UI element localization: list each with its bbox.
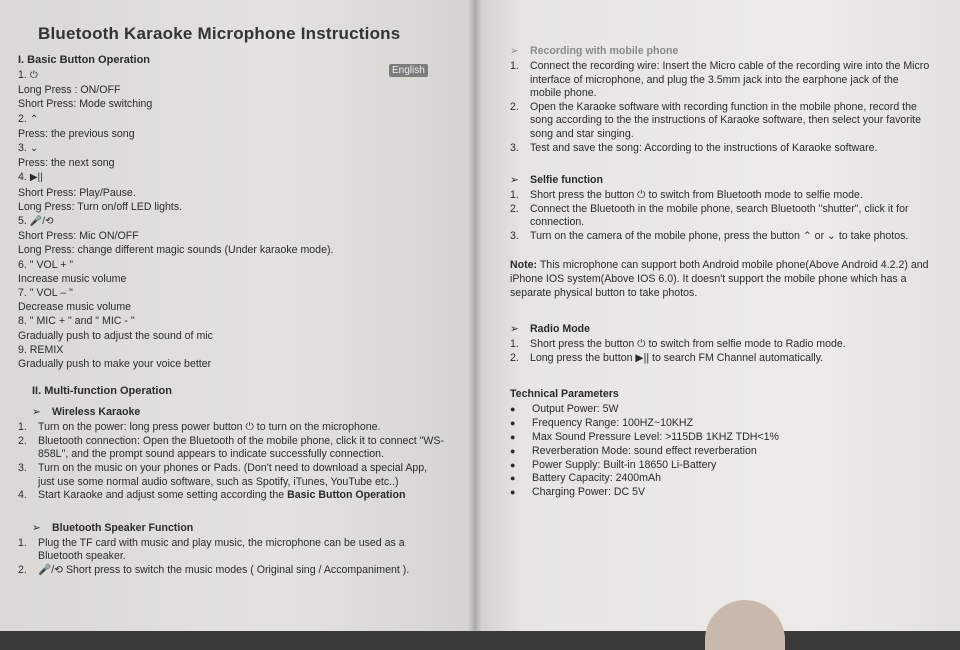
- arrow-icon: ➢: [510, 174, 519, 187]
- basic-line: Increase music volume: [18, 272, 127, 285]
- caret-down-icon: ⌄: [29, 143, 39, 155]
- wireless-karaoke-heading: ➢ Wireless Karaoke: [32, 406, 141, 419]
- basic-line: [18, 170, 446, 185]
- right-page: [474, 0, 960, 631]
- power-icon: ⏻: [29, 70, 38, 81]
- line-number: 2.: [18, 112, 27, 125]
- list-item: 4. Start Karaoke and adjust some setting according the Basic Button Operation: [18, 489, 406, 502]
- line-number: 1.: [18, 69, 27, 81]
- list-item: 2. Open the Karaoke software with recording function in the mobile phone, record the song according to the the instructions of Karaoke software, then select your favorite song and star singing.: [510, 100, 922, 140]
- list-item: 3. Turn on the camera of the mobile phone, press the button ⌃ or ⌄ to take photos.: [510, 229, 909, 242]
- basic-line: Press: the next song: [18, 157, 115, 170]
- item-number: 1.: [18, 536, 27, 549]
- basic-line: [18, 214, 446, 229]
- list-item: 3. Turn on the music on your phones or Pads. (Don't need to download a special App, just use some normal audio software, such as Spotify, iTunes, YouTube etc..): [18, 462, 428, 488]
- item-number: 1.: [18, 421, 27, 434]
- list-item: 1. Connect the recording wire: Insert the Micro cable of the recording wire into the Micro interface of microphone, and plug the 3.5mm jack into the earphone jack of the mobile phone.: [510, 60, 930, 100]
- item-number: 2.: [510, 100, 519, 113]
- line-number: 3.: [18, 142, 27, 155]
- arrow-icon: ➢: [510, 45, 519, 57]
- mic-magic-icon: 🎤/⟲: [29, 216, 54, 228]
- item-number: 1.: [510, 338, 519, 351]
- note-label: Note:: [510, 258, 538, 271]
- basic-line: 8. " MIC + " and " MIC - ": [18, 315, 135, 328]
- basic-line: Short Press: Mic ON/OFF: [18, 230, 139, 243]
- arrow-icon: ➢: [510, 323, 519, 336]
- list-item: 3. Test and save the song: According to the instructions of Karaoke software.: [510, 141, 878, 154]
- basic-line: Short Press: Play/Pause.: [18, 186, 136, 199]
- basic-line: [18, 141, 446, 156]
- parameter-item: ● Output Power: 5W: [510, 403, 930, 417]
- arrow-icon: ➢: [32, 521, 41, 534]
- speaker-function-list: [18, 537, 446, 578]
- item-number: 3.: [18, 462, 27, 475]
- parameter-item: ● Reverberation Mode: sound effect reverberation: [510, 445, 930, 459]
- parameter-item: ● Power Supply: Built-in 18650 Li-Battery: [510, 459, 930, 473]
- item-number: 2.: [510, 202, 519, 215]
- basic-line: Long Press: change different magic sounds (Under karaoke mode).: [18, 244, 334, 257]
- caret-up-icon: ⌃: [29, 113, 39, 125]
- list-item: 2. Connect the Bluetooth in the mobile phone, search Bluetooth "shutter", click it for connection.: [510, 202, 909, 229]
- basic-line: Press: the previous song: [18, 127, 135, 140]
- basic-line: 9. REMIX: [18, 343, 64, 356]
- item-number: 1.: [510, 60, 519, 72]
- page-spine: [468, 0, 482, 631]
- item-number: 1.: [510, 189, 519, 202]
- recording-heading: ➢ Recording with mobile phone: [510, 45, 679, 57]
- parameter-item: ● Frequency Range: 100HZ~10KHZ: [510, 417, 930, 431]
- list-item: 1. Plug the TF card with music and play music, the microphone can be used as a Bluetooth speaker.: [18, 536, 405, 563]
- parameter-item: ● Charging Power: DC 5V: [510, 486, 930, 500]
- list-item: 1. Short press the button ⏻ to switch from selfie mode to Radio mode.: [510, 338, 846, 351]
- recording-list: [510, 60, 930, 155]
- play-pause-icon: ▶||: [29, 172, 43, 184]
- speaker-function-heading: ➢ Bluetooth Speaker Function: [32, 521, 194, 534]
- basic-line: 7. " VOL – ": [18, 287, 73, 300]
- basic-line: 6. " VOL + ": [18, 258, 74, 271]
- document-title: Bluetooth Karaoke Microphone Instructions: [38, 24, 401, 43]
- list-item: 1. Short press the button ⏻ to switch from Bluetooth mode to selfie mode.: [510, 189, 863, 202]
- basic-line: [18, 68, 446, 83]
- item-number: 3.: [510, 141, 519, 154]
- wireless-karaoke-list: [18, 421, 446, 503]
- note-text: This microphone can support both Android mobile phone(Above Android 4.2.2) and iPhone IOS system(Above IOS 6.0). It doesn't support the mobile phone which has a separate physical button to take photos.: [510, 258, 929, 299]
- line-number: 4.: [18, 171, 27, 184]
- selfie-heading: ➢ Selfie function: [510, 174, 603, 187]
- selfie-list: [510, 189, 930, 243]
- basic-operation-heading: I. Basic Button Operation: [18, 54, 151, 66]
- radio-mode-heading: ➢ Radio Mode: [510, 323, 591, 336]
- basic-line: Short Press: Mode switching: [18, 98, 153, 111]
- parameter-item: ● Battery Capacity: 2400mAh: [510, 472, 930, 486]
- list-item: 1. Turn on the power: long press power button ⏻ to turn on the microphone.: [18, 421, 381, 434]
- multi-function-heading: II. Multi-function Operation: [32, 385, 172, 398]
- technical-parameters-list: [510, 403, 930, 500]
- basic-line: Gradually push to adjust the sound of mic: [18, 329, 213, 342]
- technical-parameters-heading: Technical Parameters: [510, 388, 619, 401]
- basic-line: Gradually push to make your voice better: [18, 358, 212, 371]
- compatibility-note: [510, 258, 930, 301]
- list-item: 2. Long press the button ▶|| to search FM Channel automatically.: [510, 351, 824, 364]
- list-item: 2. 🎤/⟲ Short press to switch the music modes ( Original sing / Accompaniment ).: [18, 564, 410, 577]
- basic-line: Long Press: Turn on/off LED lights.: [18, 200, 183, 213]
- item-number: 2.: [18, 564, 27, 577]
- left-page: [0, 0, 474, 631]
- line-number: 5.: [18, 215, 27, 228]
- bold-reference: Basic Button Operation: [287, 489, 406, 502]
- list-item: 2. Bluetooth connection: Open the Bluetooth of the mobile phone, click it to connect "WS-858L", and the prompt sound appears to indicate successfully connection.: [18, 434, 444, 461]
- item-number: 3.: [510, 229, 519, 242]
- item-number: 2.: [510, 351, 519, 364]
- arrow-icon: ➢: [32, 406, 41, 419]
- basic-line: Long Press : ON/OFF: [18, 84, 121, 97]
- item-number: 4.: [18, 489, 27, 502]
- basic-line: [18, 112, 446, 127]
- radio-mode-list: [510, 338, 930, 365]
- language-tag: English: [389, 64, 428, 77]
- basic-line: Decrease music volume: [18, 301, 132, 314]
- parameter-item: ● Max Sound Pressure Level: >115DB 1KHZ TDH<1%: [510, 431, 930, 445]
- item-number: 2.: [18, 434, 27, 447]
- basic-operation-list: [18, 68, 446, 371]
